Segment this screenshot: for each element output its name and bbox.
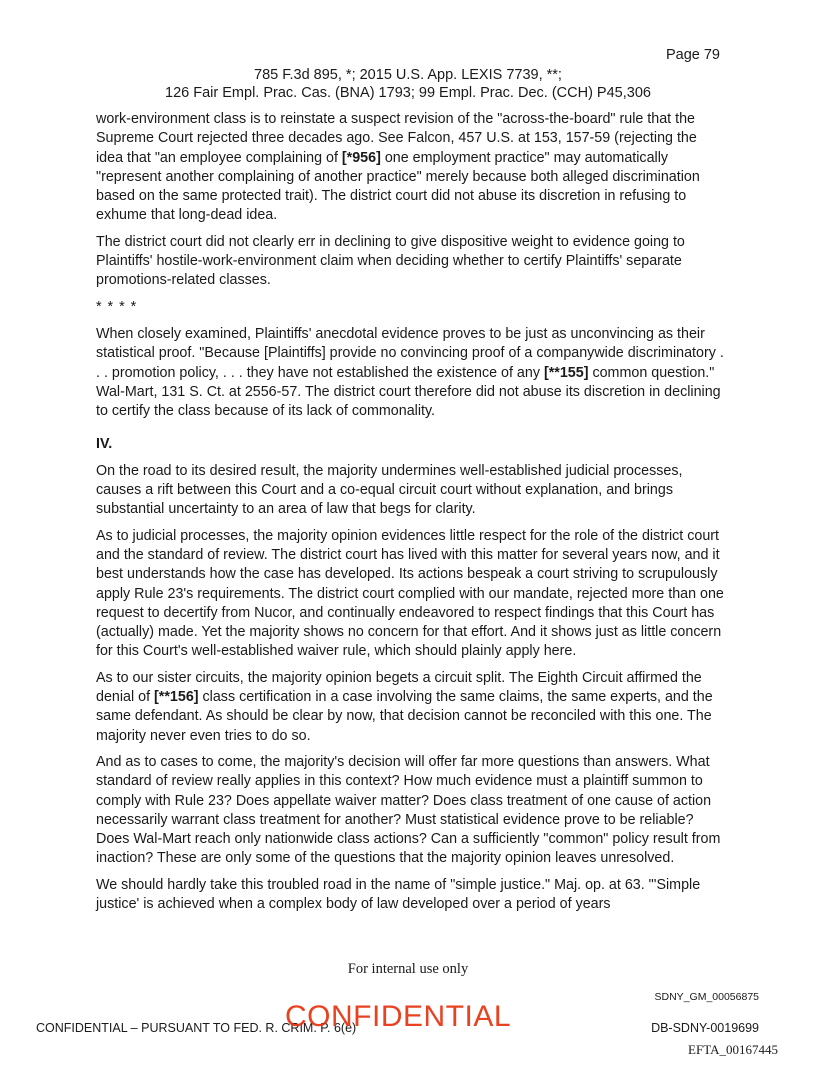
pin-cite: [*956] [341, 149, 381, 166]
citation-line-2: 126 Fair Empl. Prac. Cas. (BNA) 1793; 99 Empl. Prac. Dec. (CCH) P45,306 [165, 85, 651, 101]
paragraph-4: On the road to its desired result, the majority undermines well-established judicial processes, causes a rift between this Court and a co-equal circuit court without explanation, and brings substantial uncertainty to an area of law that begs for clarity. [96, 462, 683, 518]
confidential-stamp: CONFIDENTIAL [285, 1000, 512, 1033]
paragraph-3: When closely examined, Plaintiffs' anecdotal evidence proves to be just as unconvincing as their statistical proof. "Because [Plaintiffs] provide no convincing proof of a companywide discriminatory . . . promotion policy, . . . they have not established the existence of any [**155] common question." Wal-Mart, 131 S. Ct. at 2556-57. The district court therefore did not abuse its discretion in declining to certify the class because of its lack of commonality. [96, 325, 724, 420]
bates-sdny-gm: SDNY_GM_00056875 [654, 991, 759, 1003]
confidential-notice: CONFIDENTIAL – PURSUANT TO FED. R. CRIM. P. 6(e) [36, 1021, 357, 1035]
section-break-stars: * * * * [96, 298, 138, 315]
efta-number: EFTA_00167445 [688, 1042, 778, 1057]
paragraph-7: And as to cases to come, the majority's decision will offer far more questions than answers. What standard of review really applies in this context? How much evidence must a plaintiff summon to comply with Rule 23? Does appellate waiver matter? Does class treatment of one cause of action necessarily warrant class treatment for another? Must statistical evidence prove to be reliable? Does Wal-Mart reach only nationwide class actions? Can a sufficiently "common" policy result from inaction? These are only some of the questions that the majority opinion leaves unresolved. [96, 753, 721, 867]
internal-use-notice: For internal use only [347, 961, 469, 977]
pin-cite: [**155] [543, 364, 589, 381]
citation-line-1: 785 F.3d 895, *; 2015 U.S. App. LEXIS 7739, **; [254, 67, 562, 83]
paragraph-1: work-environment class is to reinstate a suspect revision of the "across-the-board" rule that the Supreme Court rejected three decades ago. See Falcon, 457 U.S. at 153, 157-59 (rejecting the idea that "an employee complaining of [*956] one employment practice" may automatically "represent another complaining of another practice" merely because both alleged discrimination based on the same protected trait). The district court did not abuse its discretion in refusing to exhume that long-dead idea. [96, 111, 700, 224]
opinion-body [96, 110, 724, 921]
paragraph-2: The district court did not clearly err in declining to give dispositive weight to evidence going to Plaintiffs' hostile-work-environment claim when deciding whether to certify Plaintiffs' separate promotions-related classes. [96, 233, 685, 289]
section-heading: IV. [96, 436, 113, 453]
page-number: Page 79 [665, 47, 720, 63]
paragraph-6: As to our sister circuits, the majority opinion begets a circuit split. The Eighth Circuit affirmed the denial of [**156] class certification in a case involving the same claims, the same experts, and the same defendant. As should be clear by now, that decision cannot be reconciled with this one. The majority never even tries to do so. [96, 669, 713, 744]
bates-db-sdny: DB-SDNY-0019699 [651, 1021, 759, 1035]
pin-cite: [**156] [154, 689, 199, 706]
paragraph-5: As to judicial processes, the majority opinion evidences little respect for the role of the district court and the standard of review. The district court has lived with this matter for several years now, and it best understands how the case has developed. Its actions bespeak a court striving to scrupulously apply Rule 23's requirements. The district court complied with our mandate, rejected more than one request to decertify from Nucor, and continually endeavored to respect findings that this Court has (actually) made. Yet the majority shows no concern for that effort. And it shows just as little concern for this Court's well-established waiver rule, which should plainly apply here. [96, 527, 724, 660]
paragraph-8: We should hardly take this troubled road in the name of "simple justice." Maj. op. at 63. "'Simple justice' is achieved when a complex body of law developed over a period of years [96, 876, 701, 912]
